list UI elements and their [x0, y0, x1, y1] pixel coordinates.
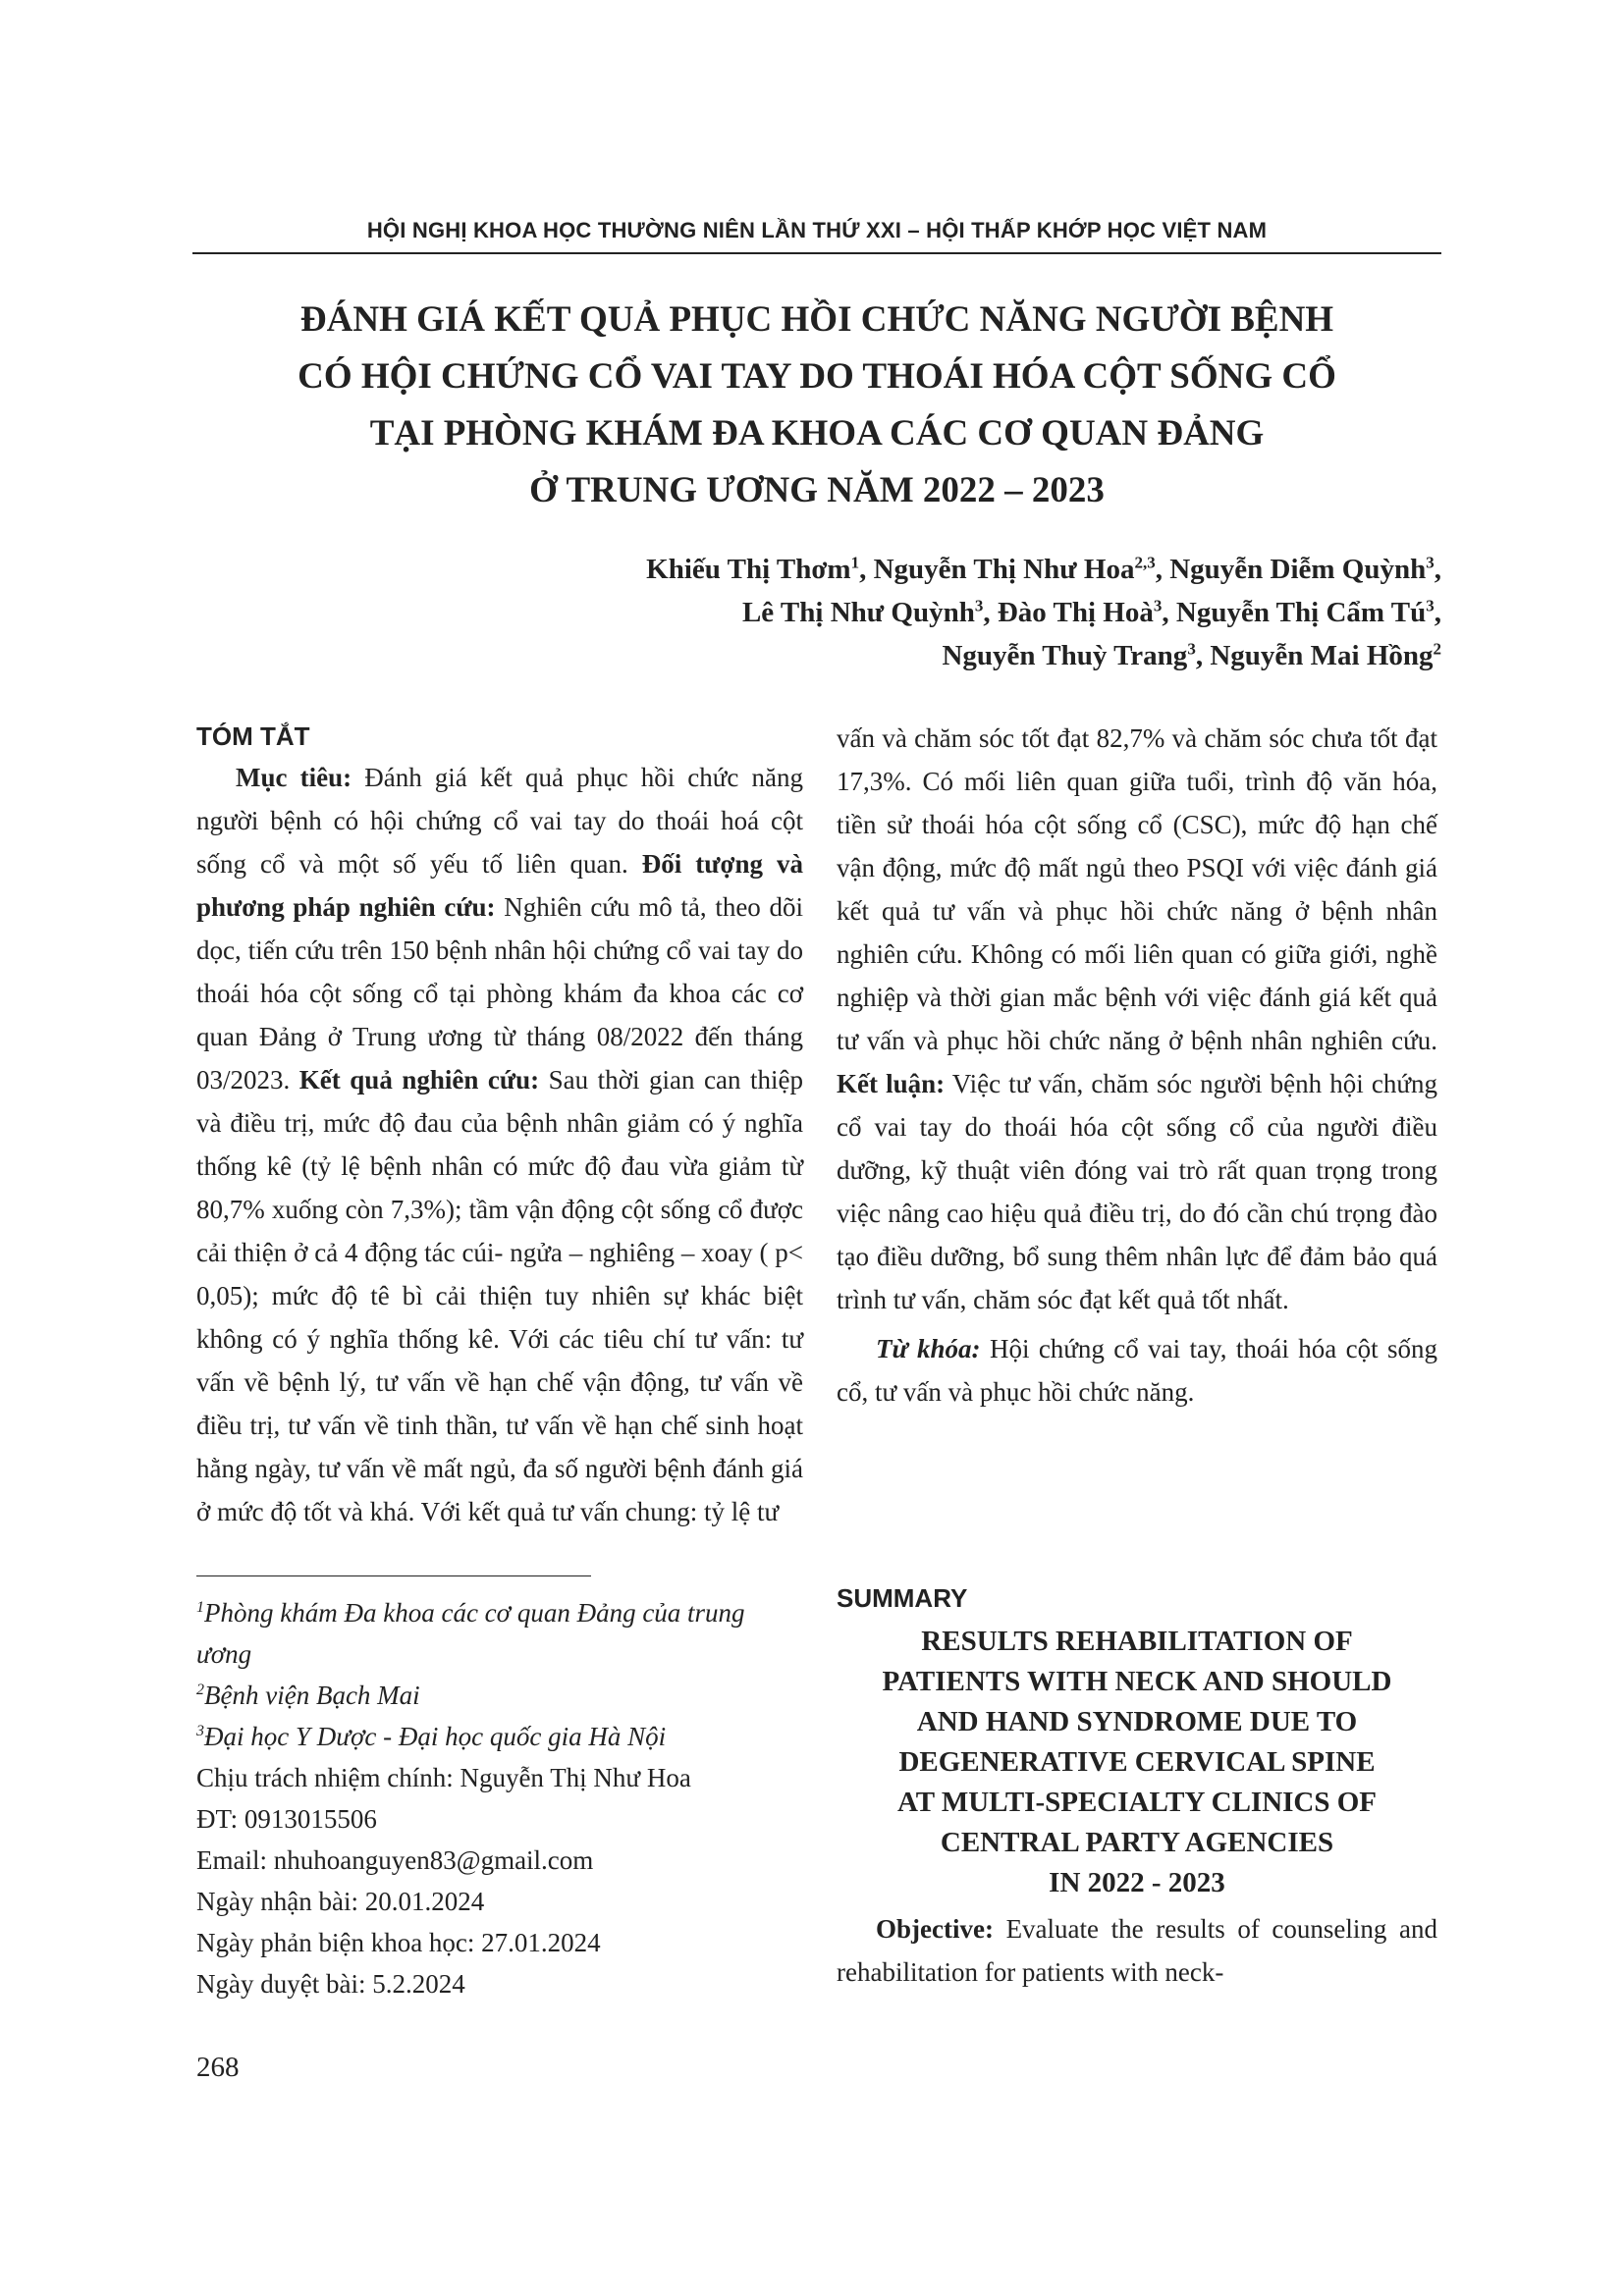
author-line: Khiếu Thị Thơm$^1$, Nguyễn Thị Như Hoa$^{2,3}$, Nguyễn Diễm Quỳnh$^3$,: [646, 553, 1441, 585]
running-header: HỘI NGHỊ KHOA HỌC THƯỜNG NIÊN LẦN THỨ XXI – HỘI THẤP KHỚP HỌC VIỆT NAM: [366, 218, 1268, 242]
footnotes: [196, 1592, 805, 2004]
affiliation-mark: 2: [196, 1682, 204, 1698]
author-name: Nguyễn Diễm Quỳnh: [1169, 554, 1427, 585]
title-line: ĐÁNH GIÁ KẾT QUẢ PHỤC HỒI CHỨC NĂNG NGƯỜI BỆNH: [299, 299, 1334, 340]
header-rule: [192, 252, 1441, 254]
phone: ĐT: 0913015506: [196, 1804, 377, 1834]
author-name: Nguyễn Thị Cẩm Tú: [1175, 597, 1427, 628]
results-label: Kết quả nghiên cứu:: [298, 1065, 540, 1095]
english-title-line: DEGENERATIVE CERVICAL SPINE: [898, 1746, 1376, 1778]
date-accepted: Ngày duyệt bài: 5.2.2024: [196, 1969, 465, 1999]
keywords-paragraph: [837, 1327, 1437, 1414]
abstract-right-column: [837, 717, 1437, 1414]
affiliation-mark: 2,3: [1134, 553, 1156, 572]
author-name: Đào Thị Hoà: [997, 597, 1154, 628]
title-line: CÓ HỘI CHỨNG CỔ VAI TAY DO THOÁI HÓA CỘT SỐNG CỔ: [298, 356, 1336, 397]
corresponding-author: Chịu trách nhiệm chính: Nguyễn Thị Như Hoa: [196, 1763, 691, 1792]
affiliation-footnote: [196, 1592, 805, 1675]
footnote-rule: [196, 1575, 591, 1576]
methods-text: Nghiên cứu mô tả, theo dõi dọc, tiến cứu trên 150 bệnh nhân hội chứng cổ vai tay do thoái hóa cột sống cổ tại phòng khám đa khoa các cơ quan Đảng ở Trung ương từ tháng 08/2022 đến tháng 03/2023.: [196, 892, 803, 1095]
affiliation-mark: 3: [1153, 596, 1163, 615]
conclusion-label: Kết luận:: [837, 1069, 946, 1098]
keywords-label: Từ khóa:: [876, 1334, 981, 1363]
date-reviewed: Ngày phản biện khoa học: 27.01.2024: [196, 1928, 601, 1957]
summary-section: [837, 1578, 1437, 1994]
english-title: [837, 1622, 1437, 1903]
methods-label: Đối tượng và phương pháp nghiên cứu:: [196, 849, 803, 922]
author-name: Khiếu Thị Thơm: [646, 554, 851, 585]
affiliation-mark: 3: [1187, 639, 1196, 659]
page-number: 268: [196, 2052, 240, 2083]
author-line: Lê Thị Như Quỳnh$^3$, Đào Thị Hoà$^3$, Nguyễn Thị Cẩm $Tú^3$,: [741, 596, 1441, 628]
affiliation-text: Bệnh viện Bạch Mai: [204, 1681, 420, 1710]
english-objective-label: Objective:: [876, 1914, 994, 1944]
objective-label: Mục tiêu:: [236, 763, 352, 792]
author-name: Nguyễn Thuỳ Trang: [942, 640, 1188, 671]
english-title-line: RESULTS REHABILITATION OF: [921, 1626, 1353, 1657]
paper-title: [192, 292, 1441, 519]
abstract-left-column: [196, 717, 803, 1533]
affiliation-text: Phòng khám Đa khoa các cơ quan Đảng của trung ương: [196, 1598, 745, 1669]
english-title-line: AT MULTI-SPECIALTY CLINICS OF: [896, 1787, 1378, 1818]
author-name: Nguyễn Mai Hồng: [1210, 640, 1434, 671]
affiliation-mark: 1: [196, 1599, 204, 1616]
abstract-continuation: [837, 717, 1437, 1321]
summary-heading: SUMMARY: [837, 1583, 968, 1613]
affiliation-footnote: [196, 1716, 805, 1757]
english-title-line: PATIENTS WITH NECK AND SHOULD: [882, 1666, 1392, 1697]
author-name: Nguyễn Thị Như Hoa: [873, 554, 1135, 585]
date-received: Ngày nhận bài: 20.01.2024: [196, 1887, 485, 1916]
abstract-heading: TÓM TẮT: [196, 721, 310, 751]
abstract-body: [196, 756, 803, 1533]
english-objective-text: Evaluate the results of counseling and rehabilitation for patients with neck-: [837, 1914, 1437, 1987]
conclusion-text: Việc tư vấn, chăm sóc người bệnh hội chứng cổ vai tay do thoái hóa cột sống cổ của người điều dưỡng, kỹ thuật viên đóng vai trò rất quan trọng trong việc nâng cao hiệu quả điều trị, do đó cần chú trọng đào tạo điều dưỡng, bổ sung thêm nhân lực để đảm bảo quá trình tư vấn, chăm sóc đạt kết quả tốt nhất.: [837, 1069, 1437, 1314]
affiliation-mark: 2: [1433, 639, 1441, 659]
objective-text: Đánh giá kết quả phục hồi chức năng người bệnh có hội chứng cổ vai tay do thoái hoá cột sống cổ và một số yếu tố liên quan.: [196, 763, 804, 879]
english-title-line: AND HAND SYNDROME DUE TO: [916, 1706, 1358, 1737]
affiliation-mark: 3: [974, 596, 984, 615]
author-line: Nguyễn Thuỳ Trang$^3$, Nguyễn Mai Hồng$^2$: [942, 639, 1441, 671]
english-objective: [837, 1907, 1437, 1994]
english-title-line: IN 2022 - 2023: [1049, 1867, 1225, 1898]
affiliation-mark: 3: [1426, 596, 1435, 615]
author-name: Lê Thị Như Quỳnh: [741, 597, 975, 628]
keywords-text: Hội chứng cổ vai tay, thoái hóa cột sống cổ, tư vấn và phục hồi chức năng.: [837, 1334, 1437, 1407]
affiliation-mark: 3: [1426, 553, 1435, 572]
results-text: Sau thời gian can thiệp và điều trị, mức độ đau của bệnh nhân giảm có ý nghĩa thống kê (tỷ lệ bệnh nhân có mức độ đau vừa giảm từ 80,7% xuống còn 7,3%); tầm vận động cột sống cổ được cải thiện ở cả 4 động tác cúi- ngửa – nghiêng – xoay ( p< 0,05); mức độ tê bì cải thiện tuy nhiên sự khác biệt không có ý nghĩa thống kê. Với các tiêu chí tư vấn: tư vấn về bệnh lý, tư vấn về hạn chế vận động, tư vấn về điều trị, tư vấn về tinh thần, tư vấn về hạn chế sinh hoạt hằng ngày, tư vấn về mất ngủ, đa số người bệnh đánh giá ở mức độ tốt và khá. Với kết quả tư vấn chung: tỷ lệ tư: [196, 1065, 803, 1526]
affiliation-text: Đại học Y Dược - Đại học quốc gia Hà Nội: [204, 1722, 667, 1751]
email: Email: nhuhoanguyen83@gmail.com: [196, 1845, 594, 1875]
english-title-line: CENTRAL PARTY AGENCIES: [940, 1827, 1334, 1858]
affiliation-footnote: [196, 1675, 805, 1716]
affiliation-mark: 1: [850, 553, 860, 572]
author-list: [361, 548, 1441, 677]
results-text: vấn và chăm sóc tốt đạt 82,7% và chăm sóc chưa tốt đạt 17,3%. Có mối liên quan giữa tuổi, trình độ văn hóa, tiền sử thoái hóa cột sống cổ (CSC), mức độ hạn chế vận động, mức độ mất ngủ theo PSQI với việc đánh giá kết quả tư vấn và phục hồi chức năng ở bệnh nhân nghiên cứu. Không có mối liên quan có giữa giới, nghề nghiệp và thời gian mắc bệnh với việc đánh giá kết quả tư vấn và phục hồi chức năng ở bệnh nhân nghiên cứu.: [837, 723, 1437, 1055]
title-line: Ở TRUNG ƯƠNG NĂM 2022 – 2023: [529, 470, 1105, 510]
affiliation-mark: 3: [196, 1723, 204, 1739]
title-line: TẠI PHÒNG KHÁM ĐA KHOA CÁC CƠ QUAN ĐẢNG: [369, 413, 1265, 454]
